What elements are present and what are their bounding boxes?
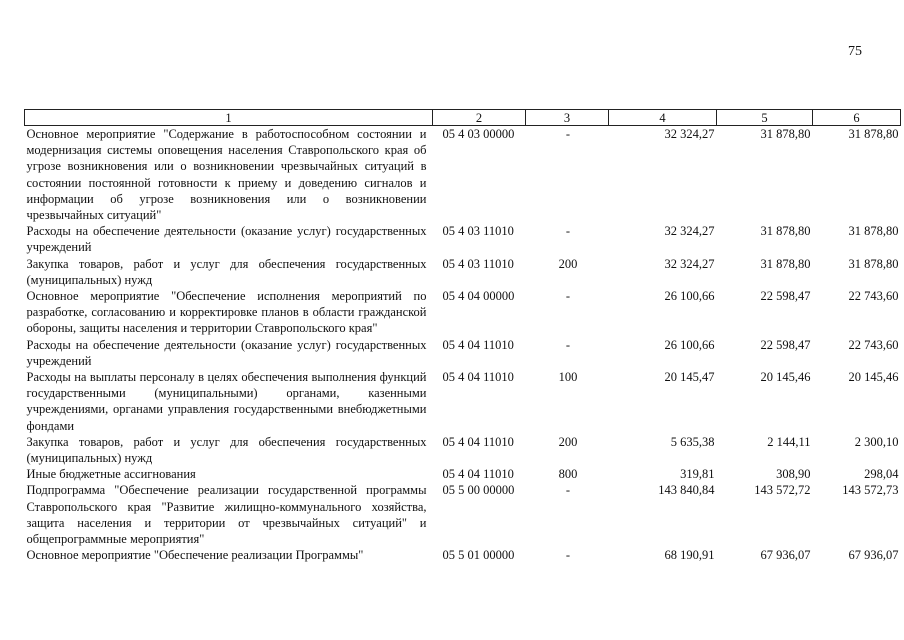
row-amount-1-cell: 143 840,84: [658, 483, 715, 498]
row-amount-3-cell: 67 936,07: [848, 548, 899, 563]
row-amount-1-cell: 20 145,47: [664, 370, 715, 385]
row-amount-1-cell: 32 324,27: [664, 127, 715, 141]
row-amount-2-cell: 31 878,80: [760, 224, 811, 239]
row-amount-2-cell: 22 598,47: [760, 289, 811, 304]
table-row: [25, 466, 901, 482]
row-amount-2-cell: 22 598,47: [760, 337, 811, 352]
row-amount-2-cell: 2 144,11: [767, 434, 811, 449]
table-row: [25, 337, 901, 369]
row-code-cell: 05 4 03 11010: [442, 224, 514, 239]
row-amount-3-cell: 143 572,73: [842, 483, 899, 498]
row-code-cell: 05 4 04 11010: [442, 434, 514, 449]
table-row: [25, 288, 901, 337]
table-row: [25, 482, 901, 547]
table-row: [25, 223, 901, 255]
table-row: [25, 434, 901, 466]
budget-table: [24, 109, 901, 563]
row-amount-1-cell: 26 100,66: [664, 289, 715, 304]
header-col-5: 5: [717, 110, 813, 126]
row-name-cell: Основное мероприятие "Обеспечение исполнения мероприятий по разработке, согласованию и корректировке планов в области гражданской обороны, защиты населения и территории Ставропольского края": [26, 289, 427, 336]
row-amount-3-cell: 22 743,60: [848, 289, 899, 304]
row-amount-2-cell: 67 936,07: [760, 548, 811, 563]
row-amount-3-cell: 22 743,60: [848, 337, 899, 352]
page-number: 75: [848, 44, 862, 59]
row-amount-2-cell: 20 145,46: [760, 370, 811, 385]
row-expense-type-cell: -: [565, 289, 571, 304]
row-expense-type-cell: 200: [558, 256, 578, 271]
header-col-3: 3: [526, 110, 609, 126]
row-name-cell: Закупка товаров, работ и услуг для обеспечения государственных (муниципальных) нужд: [26, 434, 427, 466]
row-name-cell: Закупка товаров, работ и услуг для обеспечения государственных (муниципальных) нужд: [26, 256, 427, 287]
row-expense-type-cell: -: [565, 483, 571, 498]
table-row: [25, 369, 901, 434]
row-code-cell: 05 4 04 00000: [442, 289, 515, 304]
row-code-cell: 05 5 00 00000: [442, 483, 515, 498]
row-expense-type-cell: 200: [558, 434, 578, 449]
row-amount-2-cell: 143 572,72: [754, 483, 811, 498]
row-amount-1-cell: 32 324,27: [664, 256, 715, 271]
row-expense-type-cell: 100: [558, 370, 578, 385]
header-col-4: 4: [609, 110, 717, 126]
row-amount-3-cell: 20 145,46: [848, 370, 899, 385]
row-name-cell: Иные бюджетные ассигнования: [26, 467, 196, 482]
row-amount-3-cell: 2 300,10: [854, 434, 899, 449]
row-amount-1-cell: 68 190,91: [664, 548, 715, 563]
row-amount-1-cell: 32 324,27: [664, 224, 715, 239]
row-amount-1-cell: 26 100,66: [664, 337, 715, 352]
row-amount-3-cell: 31 878,80: [848, 256, 899, 271]
row-amount-3-cell: 31 878,80: [848, 224, 899, 239]
header-col-6: 6: [813, 110, 901, 126]
row-expense-type-cell: 800: [558, 467, 578, 482]
row-expense-type-cell: -: [565, 224, 571, 239]
row-name-cell: Подпрограмма "Обеспечение реализации государственной программы Ставропольского края "Развитие жилищно-коммунального хозяйства, защита населения и территории от чрезвычайных ситуаций" и общепрограммные мероприятия": [26, 483, 427, 547]
row-amount-1-cell: 5 635,38: [670, 434, 715, 449]
row-name-cell: Расходы на выплаты персоналу в целях обеспечения выполнения функций государственными (муниципальными) органами, казенными учреждениями, органами управления государственными внебюджетными фондами: [26, 370, 427, 433]
row-amount-1-cell: 319,81: [680, 467, 715, 482]
row-expense-type-cell: -: [565, 548, 571, 563]
row-expense-type-cell: -: [565, 127, 571, 141]
row-amount-3-cell: 31 878,80: [848, 127, 899, 141]
row-expense-type-cell: -: [565, 337, 571, 352]
header-col-1: 1: [25, 110, 433, 126]
row-code-cell: 05 4 04 11010: [442, 467, 514, 482]
row-amount-2-cell: 31 878,80: [760, 127, 811, 141]
row-name-cell: Расходы на обеспечение деятельности (оказание услуг) государственных учреждений: [26, 224, 427, 255]
row-code-cell: 05 4 03 11010: [442, 256, 514, 271]
row-amount-3-cell: 298,04: [864, 467, 899, 482]
header-col-2: 2: [433, 110, 526, 126]
row-amount-2-cell: 308,90: [776, 467, 811, 482]
row-code-cell: 05 4 04 11010: [442, 337, 514, 352]
row-amount-2-cell: 31 878,80: [760, 256, 811, 271]
row-code-cell: 05 5 01 00000: [442, 548, 515, 563]
row-name-cell: Основное мероприятие "Обеспечение реализации Программы": [26, 548, 364, 563]
row-name-cell: Основное мероприятие "Содержание в работоспособном состоянии и модернизация системы оповещения населения Ставропольского края об угрозе возникновения или о возникновении чрезвычайных ситуаций в состоянии постоянной готовности к приему и доведению сигналов и информации об угрозе возникновения или о возникновении чрезвычайных ситуаций": [26, 127, 427, 223]
row-name-cell: Расходы на обеспечение деятельности (оказание услуг) государственных учреждений: [26, 337, 427, 368]
row-code-cell: 05 4 04 11010: [442, 370, 514, 385]
table-body: [25, 126, 901, 564]
table-row: [25, 126, 901, 224]
table-row: [25, 256, 901, 288]
table-row: [25, 547, 901, 563]
row-code-cell: 05 4 03 00000: [442, 127, 515, 141]
table-header-row: [25, 110, 901, 126]
